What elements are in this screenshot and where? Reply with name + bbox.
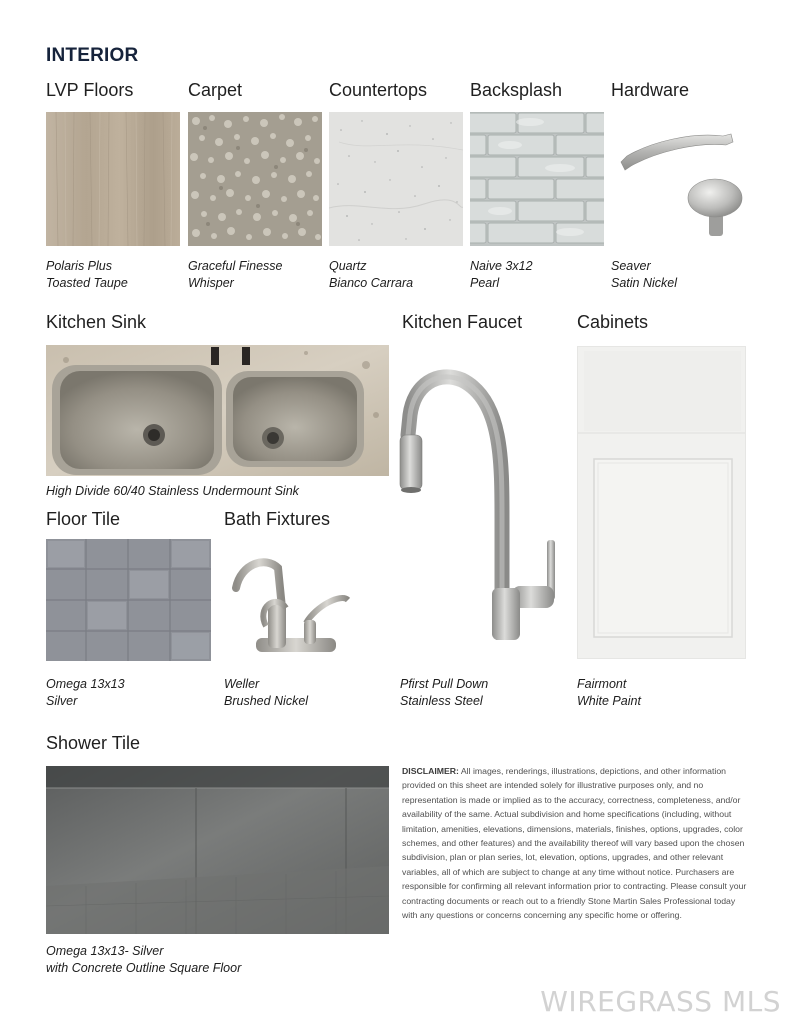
bath-faucet-image [226,548,356,663]
cabinets-caption [577,676,641,710]
carpet-product: Graceful Finesse [188,259,283,273]
hardware-product: Seaver [611,259,651,273]
lvp-floor-swatch [46,112,180,246]
floor-tile-color: Silver [46,694,78,708]
floor-tile-heading: Floor Tile [46,509,121,529]
bath-fixtures-caption [224,676,308,710]
disclaimer [402,764,752,922]
backsplash-color: Pearl [470,276,500,290]
backsplash-product: Naive 3x12 [470,259,533,273]
carpet-swatch [188,112,322,246]
floor-tile-caption [46,676,125,710]
bath-fixtures-heading: Bath Fixtures [224,509,331,529]
countertops-color: Bianco Carrara [329,276,414,290]
backsplash-swatch [470,112,604,246]
carpet-heading: Carpet [188,80,243,100]
kitchen-sink-image [46,345,389,476]
hardware-heading: Hardware [611,80,690,100]
shower-tile-heading: Shower Tile [46,733,141,753]
carpet-color: Whisper [188,276,234,290]
cabinet-door-image [577,346,746,659]
lvp-heading: LVP Floors [46,80,134,100]
cabinets-color: White Paint [577,694,641,708]
cabinets-product: Fairmont [577,677,627,691]
shower-tile-floor: with Concrete Outline Square Floor [46,961,242,975]
watermark: WIREGRASS MLS [540,985,781,1018]
backsplash-heading: Backsplash [470,80,563,100]
kitchen-sink-heading: Kitchen Sink [46,312,147,332]
hardware-pull-and-knob-image [611,112,745,246]
kitchen-faucet-finish: Stainless Steel [400,694,483,708]
cabinets-heading: Cabinets [577,312,649,332]
page-title: INTERIOR [46,45,139,66]
backsplash-caption [470,258,533,292]
bath-fixtures-finish: Brushed Nickel [224,694,309,708]
countertops-caption [329,258,413,292]
shower-tile-product: Omega 13x13- Silver [46,944,164,958]
shower-tile-caption [46,943,241,977]
countertops-product: Quartz [329,259,367,273]
bath-fixtures-product: Weller [224,677,260,691]
kitchen-faucet-caption [400,676,488,710]
hardware-caption [611,258,677,292]
countertop-swatch [329,112,463,246]
floor-tile-swatch [46,539,211,661]
disclaimer-text: All images, renderings, illustrations, depictions, and other information provided on this sheet are intended solely for illustrative purposes only, and no representation is made or implied as to the accuracy, correctness, completeness, and/or availability of the same. Actual subdivision and home specifications (including, without limitation, amenities, elevations, dimensions, materials, finishes, options, upgrades, color schemes, and other features) and the availability thereof will vary based upon the chosen subdivision, plan or plan series, lot, elevation, options, upgrades, and other relevant variables, all of which are subject to change at any time without notice. Purchasers are responsible for confirming all relevant information prior to contracting. Please consult your contracting documents or reach out to a friendly Stone Martin Sales Professional today with any questions or concerns concerning any specific home or offering. [402,766,747,921]
shower-tile-swatch [46,766,389,934]
kitchen-faucet-image [392,360,572,640]
lvp-product: Polaris Plus [46,259,112,273]
kitchen-faucet-heading: Kitchen Faucet [402,312,523,332]
countertops-heading: Countertops [329,80,428,100]
kitchen-sink-caption: High Divide 60/40 Stainless Undermount Sink [46,484,299,498]
floor-tile-product: Omega 13x13 [46,677,125,691]
disclaimer-label: DISCLAIMER: [402,766,459,776]
hardware-color: Satin Nickel [611,276,677,290]
carpet-caption [188,258,282,292]
lvp-color: Toasted Taupe [46,276,128,290]
lvp-caption [46,258,128,292]
kitchen-faucet-product: Pfirst Pull Down [400,677,489,691]
